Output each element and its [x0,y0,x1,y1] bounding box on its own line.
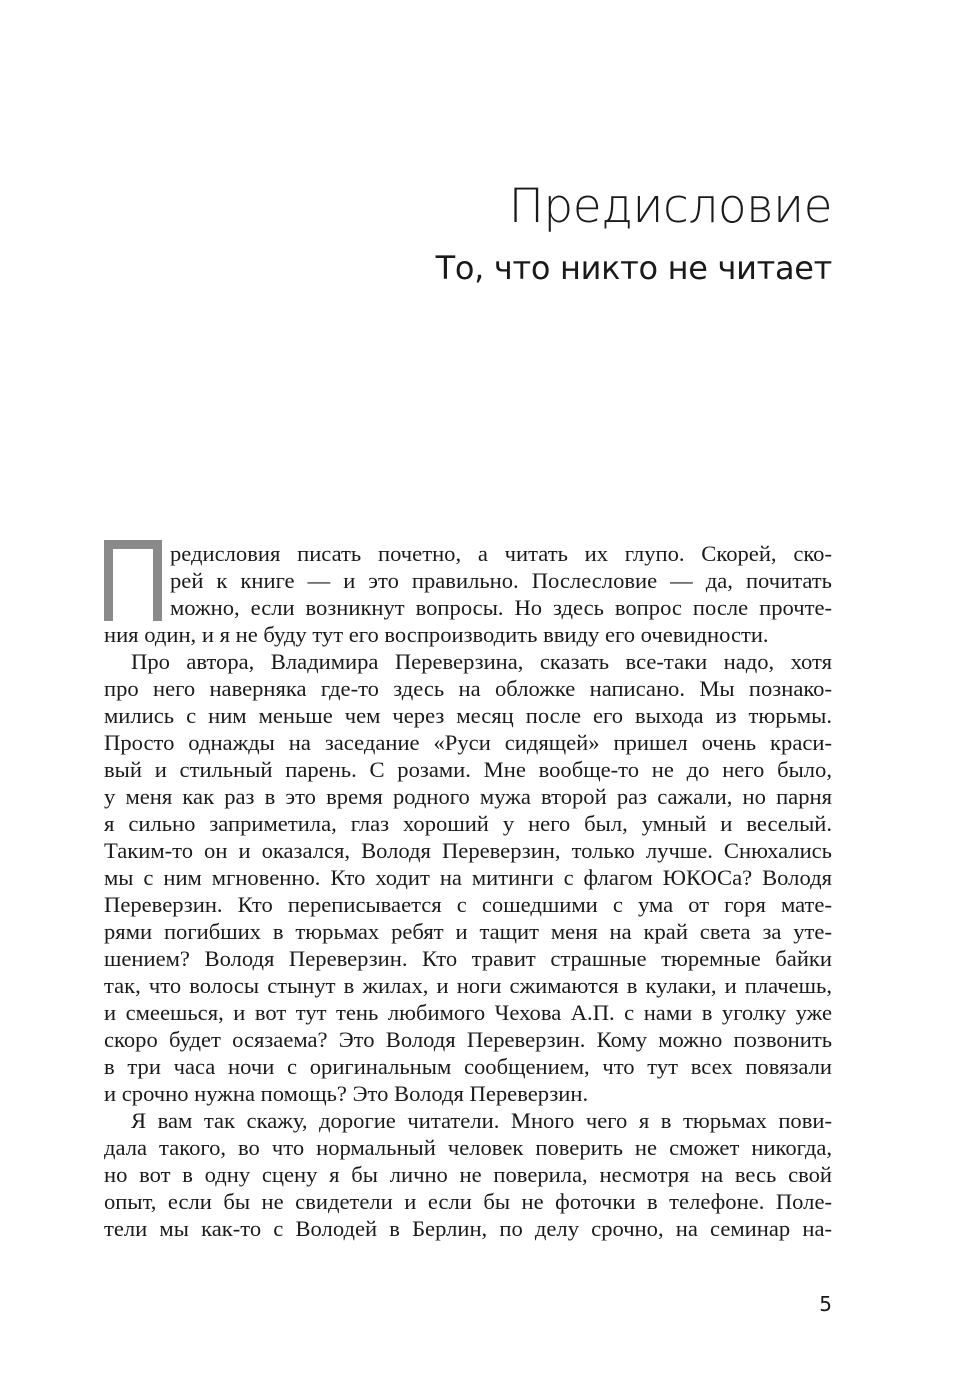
text-line: скоро будет осязаема? Это Володя Переверзин. Кому можно позвонить [104,1027,832,1052]
text-line: и срочно нужна помощь? Это Володя Переверзин. [104,1081,589,1106]
drop-cap [104,540,162,621]
chapter-subtitle: То, что никто не читает [435,249,832,287]
text-line: про него наверняка где-то здесь на обложке написано. Мы познако- [104,676,832,701]
drop-cap-right-stroke [153,549,162,621]
text-line: Просто однажды на заседание «Руси сидящей» пришел очень краси- [104,730,832,755]
drop-cap-left-stroke [104,549,113,621]
text-line: и смеешься, и вот тут тень любимого Чехова А.П. с нами в уголку уже [104,1000,832,1025]
text-line: шением? Володя Переверзин. Кто травит страшные тюремные байки [104,946,832,971]
text-line: я сильно заприметила, глаз хороший у него был, умный и веселый. [104,811,832,836]
text-line: рями погибших в тюрьмах ребят и тащит меня на край света за уте- [104,919,832,944]
text-line: мы с ним мгновенно. Кто ходит на митинги с флагом ЮКОСа? Володя [104,865,832,890]
chapter-title: Предисловие [508,179,832,234]
text-line: дала такого, во что нормальный человек поверить не сможет никогда, [104,1135,832,1160]
body-text [104,540,832,1242]
text-line: опыт, если бы не свидетели и если бы не фоточки в телефоне. Поле- [104,1189,832,1214]
text-line: Переверзин. Кто переписывается с сошедшими с ума от горя мате- [104,892,832,917]
text-line: мились с ним меньше чем через месяц после его выхода из тюрьмы. [104,703,832,728]
text-line: ния один, и я не буду тут его воспроизводить ввиду его очевидности. [104,622,769,647]
page-number: 5 [819,1292,832,1316]
text-line: у меня как раз в это время родного мужа второй раз сажали, но парня [104,784,832,809]
text-line: тели мы как-то с Володей в Берлин, по делу срочно, на семинар на- [104,1216,832,1241]
text-line: в три часа ночи с оригинальным сообщением, что тут всех повязали [104,1054,832,1079]
text-line: редисловия писать почетно, а читать их глупо. Скорей, ско- [170,541,832,566]
text-line: Я вам так скажу, дорогие читатели. Много чего я в тюрьмах пови- [131,1108,832,1133]
text-line: рей к книге — и это правильно. Послесловие — да, почитать [170,568,832,593]
text-line: но вот в одну сцену я бы лично не поверила, несмотря на весь свой [104,1162,832,1187]
text-line: можно, если возникнут вопросы. Но здесь вопрос после прочте- [170,595,832,620]
text-line: Таким-то он и оказался, Володя Переверзин, только лучше. Снюхались [104,838,832,863]
text-line: вый и стильный парень. С розами. Мне вообще-то не до него было, [104,757,832,782]
text-line: так, что волосы стынут в жилах, и ноги сжимаются в кулаки, и плачешь, [104,973,832,998]
text-line: Про автора, Владимира Переверзина, сказать все-таки надо, хотя [131,649,832,674]
